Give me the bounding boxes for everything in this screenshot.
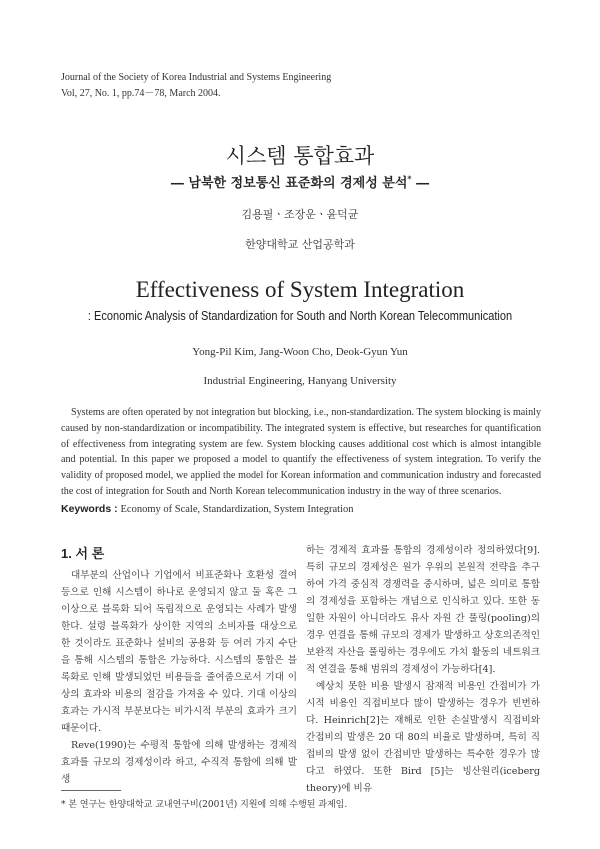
- keywords-value: Economy of Scale, Standardization, System Integration: [120, 504, 354, 515]
- paragraph: 예상치 못한 비용 발생시 잠재적 비용인 간접비가 가시적 비용인 직접비보다 많이 발생하는 경우가 빈번하다. Heinrich[2]는 재해로 인한 손실발생시 직접비와 간접비의 발생은 20 대 80의 비율로 발생하며, 특히 직접비의 발생 없이 간접비만 발생하는 특수한 경우가 많다고 하였다. 또한 Bird [5]는 빙산원리(iceberg theory)에 비유: [306, 681, 540, 794]
- authors-korean: 김용필ㆍ조장운ㆍ윤덕균: [241, 208, 359, 221]
- paragraph: 하는 경제적 효과를 통합의 경제성이라 정의하였다[9]. 특히 규모의 경제성은 원가 우위의 본원적 전략을 추구하여 가격 중심적 경쟁력을 중시하며, 넓은 의미로 통합의 경제성을 포함하는 개념으로 인식하고 있다. 또한 동일한 자원이 아니더라도 유사 자원 간 풀링(pooling)의 경우 연결을 통해 규모의 경제가 발생하고 상호의존적인 보완적 자산을 풀링하는 경우에도 가치 활동의 네트워크적 연결을 통해 범위의 경제성이 가능하다[4].: [306, 545, 540, 675]
- footnote-mark: *: [407, 173, 412, 184]
- footnote-divider: [61, 790, 121, 791]
- keywords: [61, 503, 354, 515]
- affiliation-english: Industrial Engineering, Hanyang University: [203, 375, 397, 387]
- paragraph: 대부분의 산업이나 기업에서 비표준화나 호환성 결여 등으로 인해 시스템이 하나로 운영되지 않고 둘 혹은 그 이상으로 블록화 되어 독립적으로 운영되는 사례가 발생한다. 설령 블록화가 상이한 지역의 소비자를 대상으로 한 것이라도 표준화나 설비의 공용화 등 여러 가지 수단을 통해 시스템의 통합은 가능하다. 시스템의 통합은 블록화로 인해 발생되었던 비용들을 줄여줌으로서 기대 이상의 효과와 비용의 절감을 가져올 수 있다. 기대 이상의 효과는 가시적 부분보다는 비가시적 부분의 효과가 크기 때문이다.: [61, 570, 297, 734]
- keywords-label: Keywords :: [61, 503, 121, 515]
- footnote: * 본 연구는 한양대학교 교내연구비(2001년) 지원에 의해 수행된 과제임.: [61, 800, 348, 810]
- paragraph: Reve(1990)는 수평적 통합에 의해 발생하는 경제적 효과를 규모의 경제성이라 하고, 수직적 통합에 의해 발생: [61, 740, 297, 785]
- journal-volume: Vol, 27, No. 1, pp.74－78, March 2004.: [61, 88, 221, 99]
- subtitle-english: : Economic Analysis of Standardization for South and North Korean Telecommunication: [87, 309, 513, 323]
- subtitle-korean-text: ― 남북한 정보통신 표준화의 경제성 분석: [170, 176, 408, 191]
- abstract: Systems are often operated by not integration but blocking, i.e., non-standardization. The system blocking is mainly caused by non-standardization or incompatibility. The integrated system is effective, but researches for quantification of effectiveness from integrating system are few. System blocking causes additional cost which is almost intangible and potential. In this paper we proposed a model to quantify the effectiveness of system integration. To verify the validity of proposed model, we applied the model for Korean information and communication industry and forecasted the cost of integration for South and North Korean telecommunication industry in the way of three scenarios.: [61, 407, 541, 497]
- title-english: Effectiveness of System Integration: [135, 277, 465, 302]
- subtitle-korean-end: ―: [411, 176, 430, 191]
- journal-reference: [61, 70, 331, 102]
- column-right: [306, 542, 540, 797]
- subtitle-korean: [0, 172, 600, 191]
- affiliation-korean: 한양대학교 산업공학과: [245, 238, 355, 251]
- journal-name: Journal of the Society of Korea Industrial and Systems Engineering: [61, 72, 332, 83]
- authors-english: Yong-Pil Kim, Jang-Woon Cho, Deok-Gyun Yun: [192, 346, 408, 358]
- title-korean: 시스템 통합효과: [225, 144, 375, 168]
- section-heading-introduction: 1. 서 론: [61, 546, 105, 561]
- column-left: [61, 567, 297, 788]
